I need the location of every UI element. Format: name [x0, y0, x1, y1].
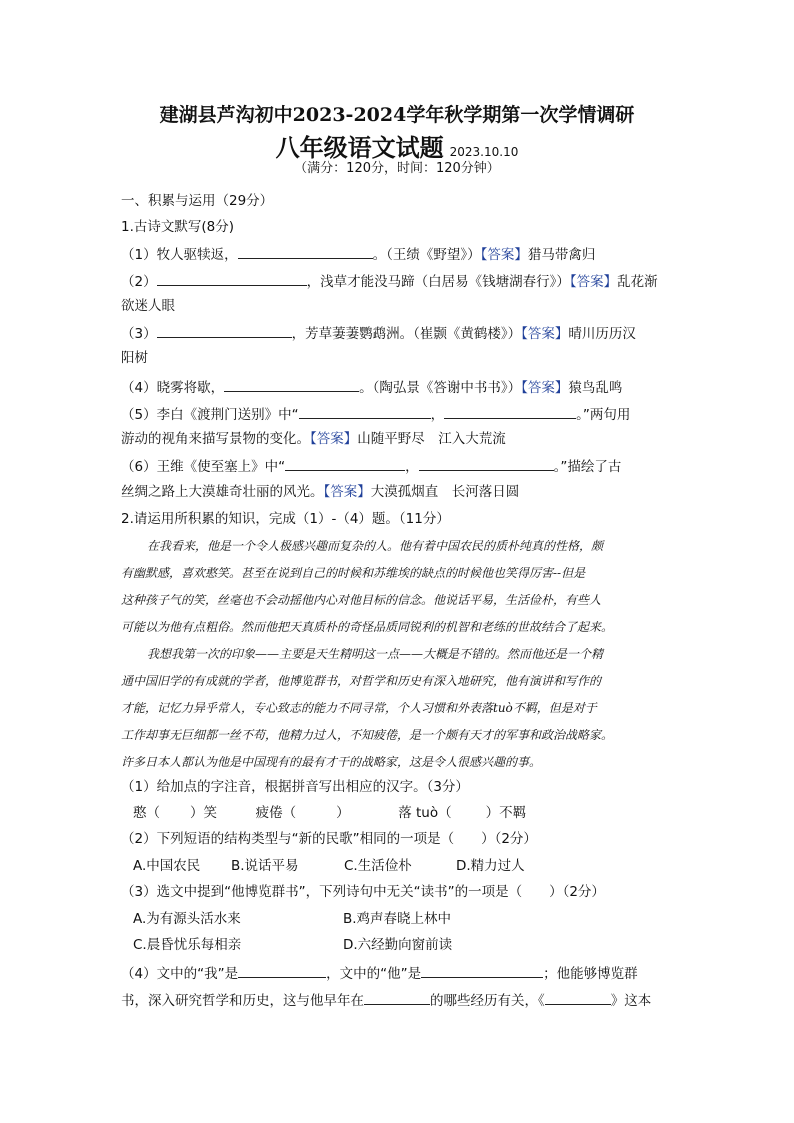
passage-line: 在我看来，他是一个令人极感兴趣而复杂的人。他有着中国农民的质朴纯真的性格，颇 — [147, 539, 604, 553]
exam-subject-title: 八年级语文试题 — [275, 133, 444, 162]
q1-item-3-wrap: 阳树 — [121, 350, 148, 366]
q1-item-5: （5）李白《渡荆门送别》中“ ， 。”两句用 — [121, 404, 681, 424]
answer-tag: 【答案】 — [521, 326, 569, 342]
answer-tag: 【答案】 — [323, 484, 371, 500]
answer-blank[interactable] — [421, 963, 543, 978]
q1-item-3: （3） ，芳草萋萋鹦鹉洲。（崔颢《黄鹤楼》）【答案】晴川历历汉 — [121, 323, 681, 343]
answer-text: 猎马带禽归 — [527, 247, 596, 263]
passage-line: 有幽默感，喜欢憨笑。甚至在说到自己的时候和苏维埃的缺点的时候他也笑得厉害--但是 — [121, 566, 586, 580]
exam-date: 2023.10.10 — [449, 145, 519, 159]
option-a[interactable]: A.中国农民 — [133, 858, 201, 874]
question-2-heading: 2.请运用所积累的知识，完成（1）-（4）题。（11分） — [121, 511, 450, 527]
option-a[interactable]: A.为有源头活水来 — [133, 911, 241, 927]
option-b[interactable]: B.说话平易 — [231, 858, 299, 874]
q1-item-1: （1）牧人驱犊返， 。（王绩《野望》）【答案】猎马带禽归 — [121, 244, 681, 264]
q1-item-2: （2） ，浅草才能没马蹄（白居易《钱塘湖春行》）【答案】乱花渐 — [121, 271, 681, 291]
answer-text: 大漠孤烟直 长河落日圆 — [370, 484, 520, 500]
q2-sub1-question: （1）给加点的字注音，根据拼音写出相应的汉字。（3分） — [121, 779, 469, 795]
answer-blank[interactable] — [285, 456, 405, 471]
answer-blank[interactable] — [299, 404, 431, 419]
exam-score-time: （满分：120分，时间：120分钟） — [294, 161, 500, 176]
q1-item-2-wrap: 欲迷人眼 — [121, 298, 175, 314]
option-c[interactable]: C.晨昏忧乐每相亲 — [133, 937, 242, 953]
q2-sub2-options — [121, 857, 693, 875]
answer-text: 山随平野尽 江入大荒流 — [357, 431, 506, 447]
option-b[interactable]: B.鸡声春晓上林中 — [343, 911, 452, 927]
answer-text: 晴川历历汉 — [568, 326, 636, 342]
answer-tag: 【答案】 — [480, 247, 528, 263]
answer-blank[interactable] — [238, 244, 373, 259]
answer-text: 猿鸟乱鸣 — [568, 380, 623, 396]
passage-line: 许多日本人都认为他是中国现有的最有才干的战略家，这是令人很感兴趣的事。 — [121, 755, 542, 769]
section-heading: 一、积累与运用（29分） — [121, 193, 274, 209]
q2-sub4-line1: （4）文中的“我”是 ，文中的“他”是 ；他能够博览群 — [121, 963, 681, 983]
answer-tag: 【答案】 — [569, 274, 618, 290]
q1-item-6: （6）王维《使至塞上》中“ ， 。”描绘了古 — [121, 456, 681, 476]
passage-line: 工作却事无巨细都一丝不苟，他精力过人，不知疲倦，是一个颇有天才的军事和政治战略家。 — [121, 728, 614, 742]
option-d[interactable]: D.精力过人 — [456, 858, 525, 874]
q1-item-5-wrap: 游动的视角来描写景物的变化。【答案】山随平野尽 江入大荒流 — [121, 431, 506, 447]
answer-tag: 【答案】 — [310, 431, 358, 447]
option-c[interactable]: C.生活俭朴 — [344, 858, 412, 874]
answer-blank[interactable] — [364, 990, 430, 1005]
option-d[interactable]: D.六经勤向窗前读 — [343, 937, 453, 953]
passage-line: 可能以为他有点粗俗。然而他把天真质朴的奇怪品质同锐利的机智和老练的世故结合了起来。 — [121, 620, 614, 634]
passage-line: 我想我第一次的印象——主要是天生精明这一点——大概是不错的。然而他还是一个精 — [147, 647, 604, 661]
answer-blank[interactable] — [545, 990, 611, 1005]
question-1-heading: 1.古诗文默写(8分) — [121, 219, 235, 235]
q2-sub3-question: （3）选文中提到“他博览群书”，下列诗句中无关“读书”的一项是（ ）（2分） — [121, 884, 605, 900]
answer-blank[interactable] — [238, 963, 326, 978]
q2-sub3-options-row2 — [121, 936, 693, 954]
answer-blank[interactable] — [157, 323, 292, 338]
passage-line: 才能，记忆力异乎常人，专心致志的能力不同寻常，个人习惯和外表落tuò不羁，但是对于 — [121, 701, 597, 715]
passage-line: 这种孩子气的笑，丝毫也不会动摇他内心对他目标的信念。他说话平易，生活俭朴，有些人 — [121, 593, 602, 607]
answer-blank[interactable] — [444, 404, 576, 419]
answer-blank[interactable] — [224, 377, 359, 392]
exam-title: 建湖县芦沟初中2023-2024学年秋学期第一次学情调研 — [159, 104, 635, 126]
q2-sub2-question: （2）下列短语的结构类型与“新的民歌”相同的一项是（ ）（2分） — [121, 831, 537, 847]
answer-tag: 【答案】 — [521, 380, 569, 396]
answer-blank[interactable] — [157, 271, 307, 286]
answer-text: 乱花渐 — [617, 274, 658, 290]
passage-line: 通中国旧学的有成就的学者，他博览群书，对哲学和历史有深入地研究，他有演讲和写作的 — [121, 674, 602, 688]
q2-sub3-options-row1 — [121, 910, 693, 928]
q2-sub1-pinyin-row: 憨（ ）笑 疲倦（ ） 落 tuò（ ）不羁 — [133, 805, 527, 821]
q1-item-6-wrap: 丝绸之路上大漠雄奇壮丽的风光。【答案】大漠孤烟直 长河落日圆 — [121, 484, 520, 500]
q2-sub4-line2: 书，深入研究哲学和历史，这与他早年在 的哪些经历有关，《 》这本 — [121, 990, 681, 1010]
answer-blank[interactable] — [419, 456, 554, 471]
q1-item-4: （4）晓雾将歇， 。（陶弘景《答谢中书书》）【答案】猿鸟乱鸣 — [121, 377, 681, 397]
